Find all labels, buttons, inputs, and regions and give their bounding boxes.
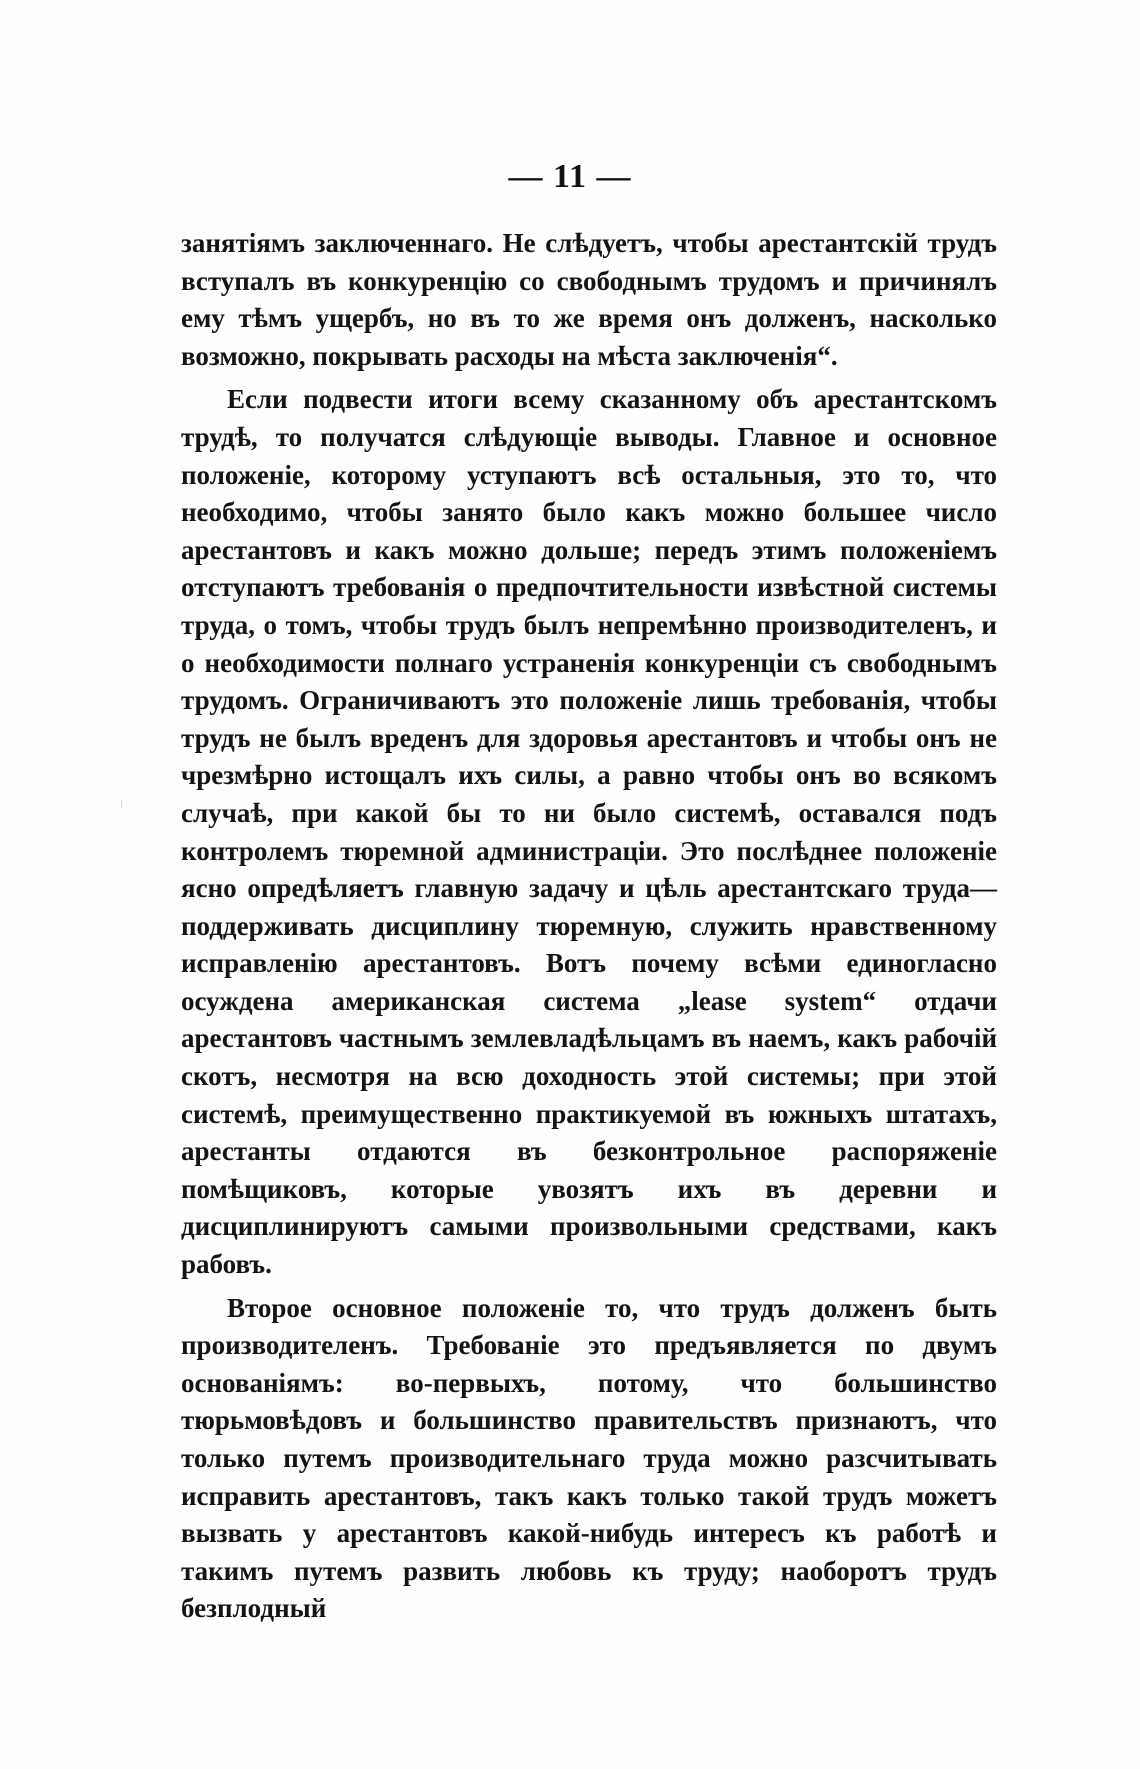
page-body (181, 225, 997, 1628)
paragraph-continued: занятіямъ заключеннаго. Не слѣдуетъ, чтобы арестантскій трудъ вступалъ въ конкуренцію со свободнымъ трудомъ и причинялъ ему тѣмъ ущербъ, но въ то же время онъ долженъ, насколько возможно, покрывать расходы на мѣста заключенія“. (181, 228, 997, 371)
scan-mark (121, 800, 122, 808)
page-number: — 11 — (508, 158, 632, 195)
paragraph-second-principle: Второе основное положеніе то, что трудъ долженъ быть производителенъ. Требованіе это предъявляется по двумъ основаніямъ: во-первыхъ, потому, что большинство тюрьмовѣдовъ и большинство правительствъ признаютъ, что только путемъ производительнаго труда можно разсчитывать исправить арестантовъ, такъ какъ только такой трудъ можетъ вызвать у арестантовъ какой-нибудь интересъ къ работѣ и такимъ путемъ развить любовь къ труду; наоборотъ трудъ безплодный (181, 1292, 997, 1624)
paragraph-summary-of-prison-labour: Если подвести итоги всему сказанному объ арестантскомъ трудѣ, то получатся слѣдующіе выводы. Главное и основное положеніе, которому уступаютъ всѣ остальныя, это то, что необходимо, чтобы занято было какъ можно большее число арестантовъ и какъ можно дольше; передъ этимъ положеніемъ отступаютъ требованія о предпочтительности извѣстной системы труда, о томъ, чтобы трудъ былъ непремѣнно производителенъ, и о необходимости полнаго устраненія конкуренціи съ свободнымъ трудомъ. Ограничиваютъ это положеніе лишь требованія, чтобы трудъ не былъ вреденъ для здоровья арестантовъ и чтобы онъ не чрезмѣрно истощалъ ихъ силы, а равно чтобы онъ во всякомъ случаѣ, при какой бы то ни было системѣ, оставался подъ контролемъ тюремной администраціи. Это послѣднее положеніе ясно опредѣляетъ главную задачу и цѣль арестантскаго труда—поддерживать дисциплину тюремную, служить нравственному исправленію арестантовъ. Вотъ почему всѣми единогласно осуждена американская система „lease system“ отдачи арестантовъ частнымъ землевладѣльцамъ въ наемъ, какъ рабочій скотъ, несмотря на всю доходность этой системы; при этой системѣ, преимущественно практикуемой въ южныхъ штатахъ, арестанты отдаются въ безконтрольное распоряженіе помѣщиковъ, которые увозятъ ихъ въ деревни и дисциплинируютъ самыми произвольными средствами, какъ рабовъ. (181, 384, 997, 1280)
